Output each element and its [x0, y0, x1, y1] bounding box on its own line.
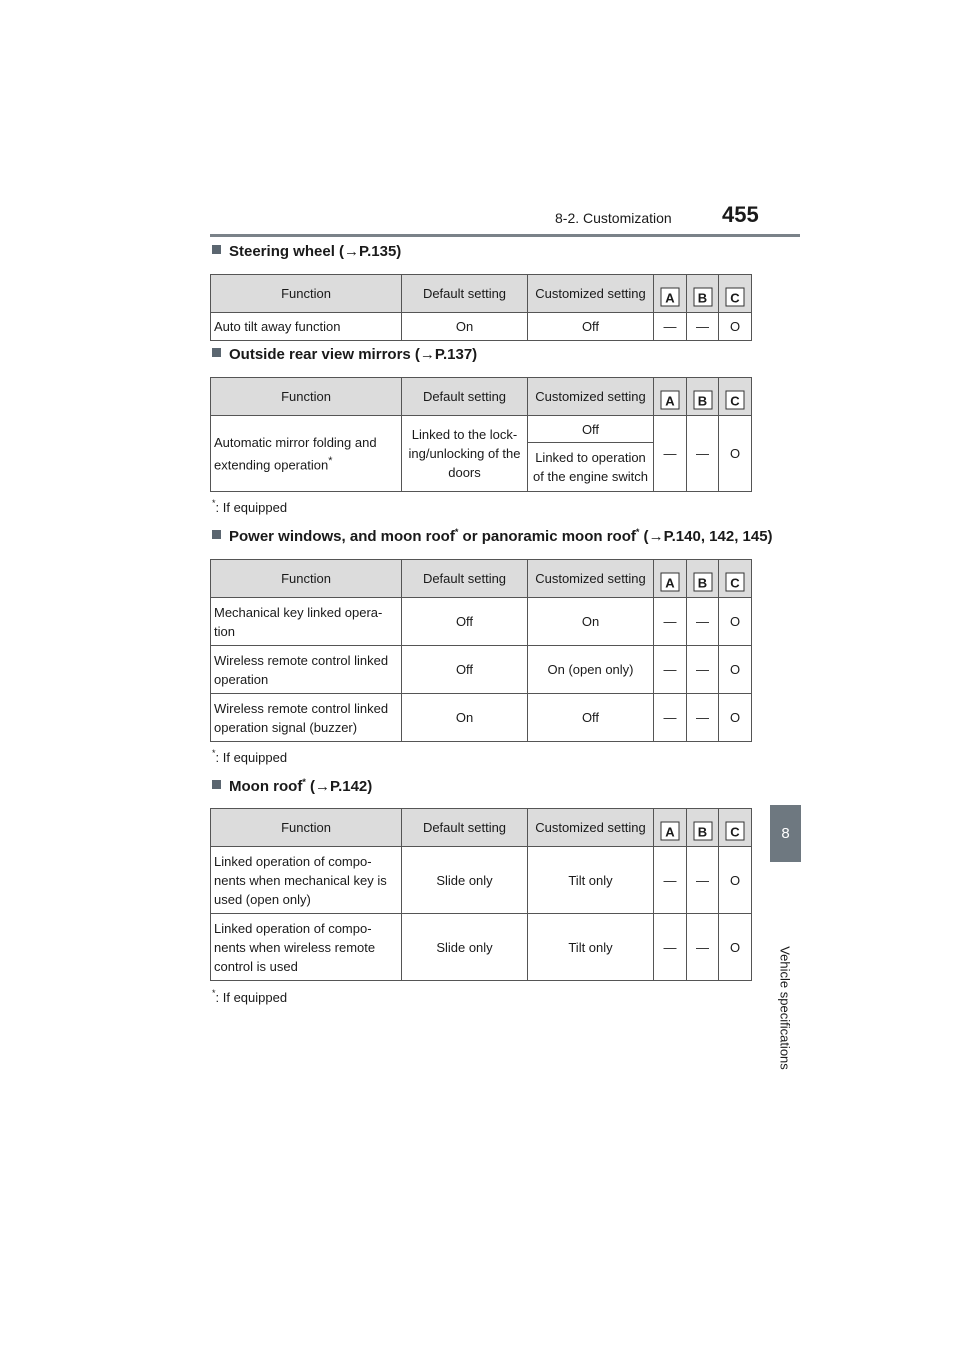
col-function: Function	[211, 809, 402, 847]
cell-default: Off	[402, 646, 528, 694]
cell-custom-linked: Linked to operation of the engine switch	[528, 443, 654, 492]
table-row	[211, 914, 752, 981]
col-c: C	[719, 275, 752, 313]
table-row	[211, 313, 752, 341]
cell-function: Linked operation of compo-nents when wireless remote control is used	[211, 914, 402, 981]
col-custom: Customized setting	[528, 560, 654, 598]
cell-a: —	[654, 914, 687, 981]
cell-c: O	[719, 914, 752, 981]
table-header-row	[211, 275, 752, 313]
col-b: B	[687, 560, 719, 598]
cell-c: O	[719, 646, 752, 694]
cell-default: Linked to the lock-ing/unlocking of the doors	[402, 416, 528, 492]
col-default: Default setting	[402, 809, 528, 847]
square-bullet-icon	[212, 530, 221, 539]
cell-function: Linked operation of compo-nents when mechanical key is used (open only)	[211, 847, 402, 914]
col-a: A	[654, 378, 687, 416]
footnote: *: If equipped	[212, 988, 288, 1005]
cell-b: —	[687, 313, 719, 341]
col-b: B	[687, 809, 719, 847]
cell-default: Slide only	[402, 847, 528, 914]
cell-a: —	[654, 847, 687, 914]
col-c: C	[719, 560, 752, 598]
table-row	[211, 847, 752, 914]
cell-default: On	[402, 313, 528, 341]
arrow-icon: →	[419, 346, 435, 363]
arrow-icon: →	[648, 528, 664, 545]
cell-function: Auto tilt away function	[211, 313, 402, 341]
chapter-tab	[770, 805, 801, 862]
header-divider	[210, 234, 800, 237]
cell-default: Off	[402, 598, 528, 646]
section-heading-steering: Steering wheel (→P.135)	[212, 243, 401, 260]
table-row	[211, 598, 752, 646]
arrow-icon: →	[344, 243, 360, 260]
arrow-icon: →	[315, 778, 330, 795]
square-bullet-icon	[212, 348, 221, 357]
col-b: B	[687, 378, 719, 416]
chapter-number: 8	[781, 825, 790, 842]
cell-c: O	[719, 416, 752, 492]
cell-custom: On (open only)	[528, 646, 654, 694]
cell-a: —	[654, 598, 687, 646]
square-bullet-icon	[212, 780, 221, 789]
col-custom: Customized setting	[528, 809, 654, 847]
cell-b: —	[687, 694, 719, 742]
cell-function: Wireless remote control linked operation signal (buzzer)	[211, 694, 402, 742]
col-default: Default setting	[402, 378, 528, 416]
col-c: C	[719, 378, 752, 416]
col-custom: Customized setting	[528, 378, 654, 416]
cell-b: —	[687, 598, 719, 646]
section-heading-power-windows: Power windows, and moon roof* or panoramic moon roof* (→P.140, 142, 145)	[212, 527, 773, 545]
cell-c: O	[719, 694, 752, 742]
moon-roof-table	[210, 808, 752, 981]
cell-custom: Tilt only	[528, 847, 654, 914]
square-bullet-icon	[212, 245, 221, 254]
section-title: 8-2. Customization	[555, 210, 672, 226]
cell-a: —	[654, 694, 687, 742]
cell-function: Automatic mirror folding and extending operation*	[211, 416, 402, 492]
cell-a: —	[654, 416, 687, 492]
power-windows-table	[210, 559, 752, 742]
cell-a: —	[654, 646, 687, 694]
cell-custom: Off	[528, 694, 654, 742]
steering-table	[210, 274, 752, 341]
section-heading-mirrors: Outside rear view mirrors (→P.137)	[212, 346, 477, 363]
cell-b: —	[687, 646, 719, 694]
mirrors-table	[210, 377, 752, 492]
col-function: Function	[211, 378, 402, 416]
section-heading-moon-roof: Moon roof* (→P.142)	[212, 777, 372, 795]
cell-custom: Off	[528, 313, 654, 341]
col-b: B	[687, 275, 719, 313]
cell-c: O	[719, 313, 752, 341]
cell-function: Mechanical key linked opera-tion	[211, 598, 402, 646]
table-row	[211, 646, 752, 694]
col-a: A	[654, 275, 687, 313]
col-default: Default setting	[402, 275, 528, 313]
footnote: *: If equipped	[212, 498, 288, 515]
table-row	[211, 416, 752, 443]
col-custom: Customized setting	[528, 275, 654, 313]
table-header-row	[211, 560, 752, 598]
cell-c: O	[719, 598, 752, 646]
cell-b: —	[687, 914, 719, 981]
chapter-title: Vehicle specifications	[777, 946, 793, 1070]
cell-custom-off: Off	[528, 416, 654, 443]
col-default: Default setting	[402, 560, 528, 598]
table-header-row	[211, 378, 752, 416]
cell-default: On	[402, 694, 528, 742]
cell-custom: Tilt only	[528, 914, 654, 981]
col-a: A	[654, 809, 687, 847]
cell-a: —	[654, 313, 687, 341]
table-header-row	[211, 809, 752, 847]
cell-custom: On	[528, 598, 654, 646]
footnote: *: If equipped	[212, 748, 288, 765]
cell-function: Wireless remote control linked operation	[211, 646, 402, 694]
col-a: A	[654, 560, 687, 598]
col-function: Function	[211, 275, 402, 313]
col-function: Function	[211, 560, 402, 598]
cell-b: —	[687, 847, 719, 914]
cell-b: —	[687, 416, 719, 492]
page-number: 455	[722, 202, 759, 227]
table-row	[211, 694, 752, 742]
cell-default: Slide only	[402, 914, 528, 981]
cell-c: O	[719, 847, 752, 914]
col-c: C	[719, 809, 752, 847]
